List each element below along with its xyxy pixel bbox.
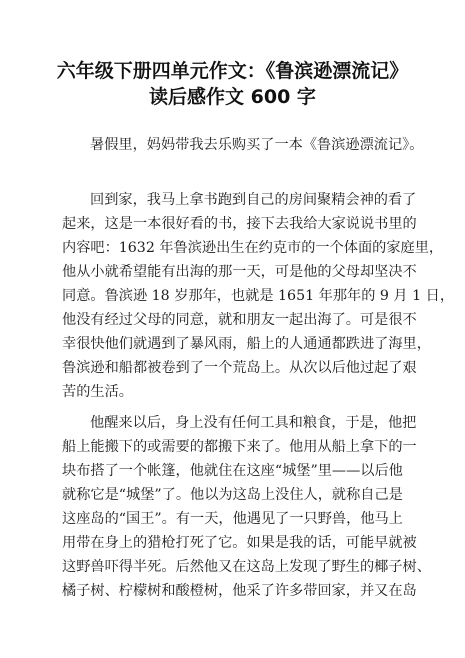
paragraph-3-line: 这座岛的“国王”。有一天，他遇见了一只野兽，他马上 [62, 511, 403, 527]
paragraph-2-line: 内容吧：1632 年鲁滨逊出生在约克市的一个体面的家庭里， [62, 240, 444, 256]
paragraph-2-line: 他从小就希望能有出海的那一天，可是他的父母却坚决不 [62, 264, 417, 280]
paragraph-1-line: 暑假里，妈妈带我去乐购买了一本《鲁滨逊漂流记》。 [90, 137, 424, 153]
paragraph-3-line: 橘子树、柠檬树和酸橙树，他采了许多带回家，并又在岛 [62, 583, 417, 599]
paragraph-2-line: 回到家，我马上拿书跑到自己的房间聚精会神的看了 [90, 192, 417, 208]
paragraph-3-line: 块布搭了一个帐篷，他就住在这座“城堡”里——以后他 [62, 463, 403, 479]
paragraph-2-line: 鲁滨逊和船都被卷到了一个荒岛上。从次以后他过起了艰 [62, 360, 417, 376]
paragraph-3-line: 这野兽吓得半死。后然他又在这岛上发现了野生的椰子树、 [62, 559, 431, 575]
paragraph-3-line: 用带在身上的猎枪打死了它。如果是我的话，可能早就被 [62, 535, 417, 551]
paragraph-3-line: 船上能搬下的或需要的都搬下来了。他用从船上拿下的一 [62, 439, 417, 455]
paragraph-2-line: 起来，这是一本很好看的书，接下去我给大家说说书里的 [62, 216, 417, 232]
paragraph-2-line: 苦的生活。 [62, 384, 133, 400]
paragraph-2-line: 他没有经过父母的同意，就和朋友一起出海了。可是很不 [62, 312, 417, 328]
paragraph-3-line: 就称它是“城堡”了。他以为这岛上没住人，就称自己是 [62, 487, 403, 503]
document-title-line-1: 六年级下册四单元作文：《鲁滨逊漂流记》 [56, 60, 409, 82]
paragraph-2-line: 幸很快他们就遇到了暴风雨，船上的人通通都跌进了海里， [62, 336, 431, 352]
document-title-line-2: 读后感作文 600 字 [149, 86, 316, 108]
paragraph-3-line: 他醒来以后，身上没有任何工具和粮食，于是，他把 [90, 415, 417, 431]
paragraph-2-line: 同意。鲁滨逊 18 岁那年，也就是 1651 年那年的 9 月 1 日， [62, 288, 455, 304]
